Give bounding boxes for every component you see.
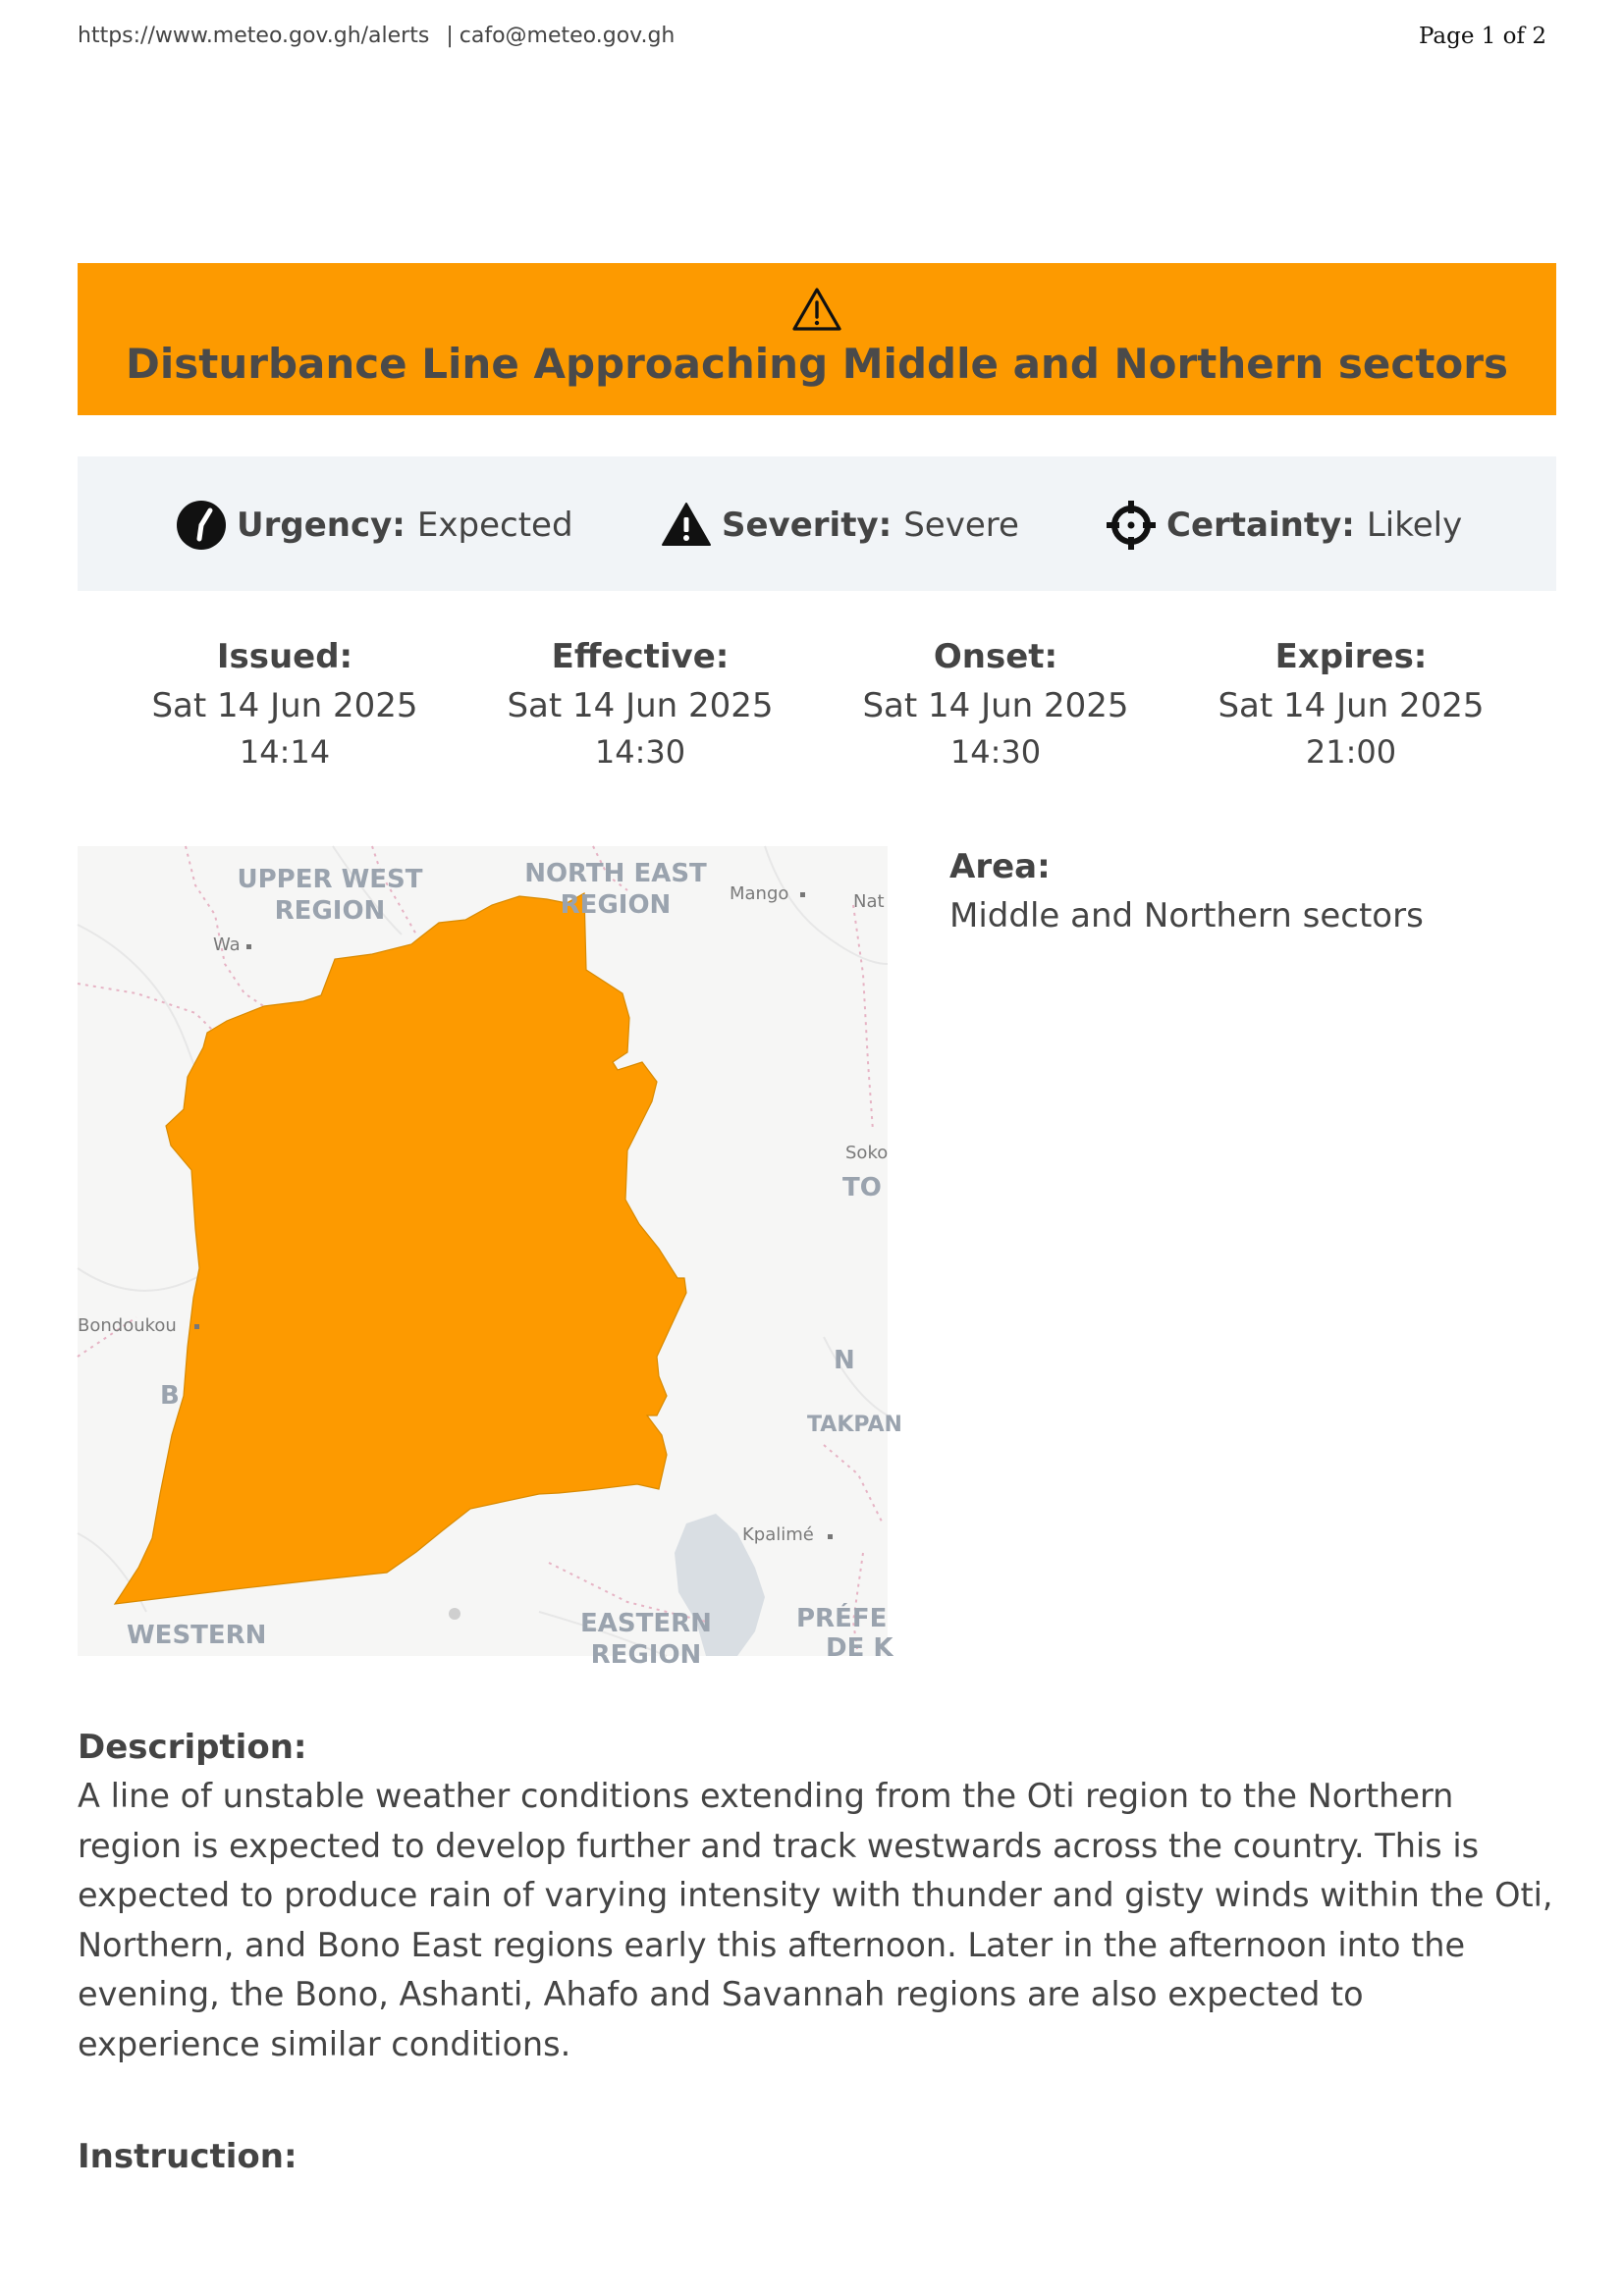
urgency-value: Expected [416, 506, 573, 545]
severity-value: Severe [903, 506, 1019, 545]
description-text [78, 1772, 1556, 2069]
time-date: Sat 14 Jun 2025 [862, 686, 1129, 725]
bondoukou-town-marker [194, 1324, 199, 1329]
effective-time [462, 632, 818, 774]
contact-email-link[interactable]: cafo@meteo.gov.gh [459, 24, 676, 48]
time-label: Effective: [551, 637, 730, 676]
map-label-to: TO [842, 1173, 882, 1202]
header-contact [78, 24, 675, 48]
time-hour: 14:30 [594, 733, 686, 771]
map-label-takpa: TAKPAN [807, 1413, 902, 1437]
time-date: Sat 14 Jun 2025 [507, 686, 774, 725]
severity-item [661, 500, 1019, 551]
map-label-b: B [160, 1381, 180, 1411]
mango-town-marker [800, 892, 805, 897]
description-section [78, 1723, 1556, 2069]
alerts-url-link[interactable]: https://www.meteo.gov.gh/alerts [78, 24, 430, 48]
map-label-kpalime: Kpalimé [742, 1524, 814, 1545]
area-section [949, 842, 1556, 940]
map-canvas [78, 846, 902, 1670]
time-date: Sat 14 Jun 2025 [151, 686, 418, 725]
map-label-western: WESTERN [127, 1621, 267, 1650]
instruction-section [78, 2132, 1556, 2181]
map-label-upper-west-2: REGION [274, 896, 386, 926]
certainty-value: Likely [1366, 506, 1463, 545]
issued-time [107, 632, 462, 774]
time-label: Onset: [933, 637, 1058, 676]
kpalime-town-marker [828, 1534, 833, 1539]
urgency-item [176, 500, 573, 551]
map-label-n: N [834, 1346, 855, 1375]
map-label-bondoukou: Bondoukou [78, 1315, 177, 1336]
warning-triangle-icon [791, 287, 842, 332]
crosshair-icon [1106, 500, 1157, 551]
time-hour: 21:00 [1305, 733, 1397, 771]
area-value: Middle and Northern sectors [949, 896, 1424, 935]
warning-icon [661, 500, 712, 551]
expires-time [1173, 632, 1529, 774]
map-label-wa: Wa [213, 934, 241, 955]
description-line: A line of unstable weather conditions extending from the Oti region to the Northern [78, 1777, 1454, 1815]
page-indicator: Page 1 of 2 [1418, 24, 1546, 49]
certainty-label: Certainty: [1166, 506, 1355, 545]
alert-times [78, 632, 1556, 779]
description-line: experience similar conditions. [78, 2024, 571, 2063]
description-line: expected to produce rain of varying intensity with thunder and gisty winds within the Oti, [78, 1876, 1553, 1914]
town-dot [449, 1608, 460, 1620]
map-label-mango: Mango [730, 883, 789, 904]
header-separator: | [446, 24, 454, 48]
alert-title: Disturbance Line Approaching Middle and Northern sectors [126, 340, 1508, 388]
map-label-upper-west-1: UPPER WEST [237, 865, 423, 894]
clock-icon [176, 500, 227, 551]
time-hour: 14:30 [949, 733, 1042, 771]
wa-town-marker [246, 944, 251, 949]
alert-banner [78, 263, 1556, 415]
alert-area-map[interactable] [78, 846, 902, 1670]
map-label-eastern-2: REGION [590, 1640, 702, 1670]
certainty-item [1106, 500, 1462, 551]
time-hour: 14:14 [239, 733, 331, 771]
onset-time [818, 632, 1173, 774]
severity-label: Severity: [722, 506, 893, 545]
page-header [78, 24, 1546, 55]
alert-meta-box [78, 456, 1556, 591]
description-label: Description: [78, 1728, 307, 1767]
time-date: Sat 14 Jun 2025 [1218, 686, 1485, 725]
description-line: evening, the Bono, Ashanti, Ahafo and Savannah regions are also expected to [78, 1975, 1364, 2013]
map-label-soko: Soko [845, 1143, 889, 1163]
time-label: Issued: [216, 637, 353, 676]
instruction-label: Instruction: [78, 2137, 298, 2176]
map-label-nat: Nat [853, 891, 885, 912]
map-label-prefe-1: PRÉFE [796, 1604, 888, 1633]
area-label: Area: [949, 847, 1051, 886]
time-label: Expires: [1274, 637, 1428, 676]
description-line: region is expected to develop further and track westwards across the country. This is [78, 1826, 1480, 1865]
description-line: Northern, and Bono East regions early this afternoon. Later in the afternoon into the [78, 1925, 1466, 1964]
map-label-eastern-1: EASTERN [580, 1609, 712, 1638]
map-label-prefe-2: DE K [826, 1633, 893, 1663]
map-label-north-east-2: REGION [560, 890, 672, 920]
map-label-north-east-1: NORTH EAST [524, 859, 707, 888]
urgency-label: Urgency: [237, 506, 406, 545]
